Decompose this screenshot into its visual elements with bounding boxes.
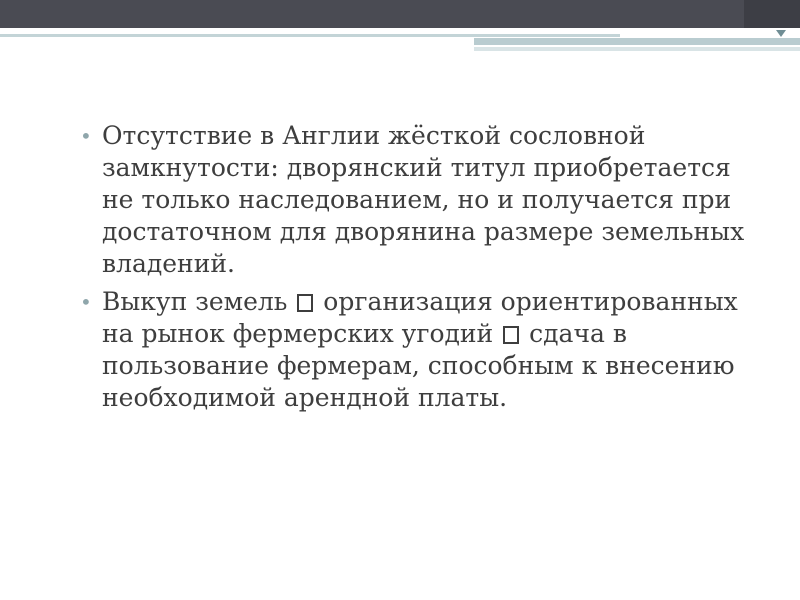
header-bar-cap: [744, 0, 800, 28]
triangle-marker-icon: [776, 30, 786, 37]
bullet-text-2a: Выкуп земель: [102, 287, 288, 316]
bullet-text-2c: сдача в пользование фермерам, способным к внесению необходимой арендной платы.: [102, 319, 735, 412]
bullet-text-1: Отсутствие в Англии жёсткой сословной замкнутости: дворянский титул приобретается не только наследованием, но и получается при достаточном для дворянина размере земельных владений.: [102, 121, 745, 278]
bullet-item-1: [80, 120, 750, 280]
bullet-item-2: [80, 286, 750, 414]
bullet-text-2b: организация ориентированных на рынок фермерских угодий: [102, 287, 738, 348]
box-glyph-icon: [297, 294, 313, 312]
accent-line-thick: [474, 38, 800, 45]
header-bar: [0, 0, 800, 28]
slide-body: [80, 120, 750, 420]
bullet-icon: •: [80, 124, 92, 148]
bullet-icon: •: [80, 290, 92, 314]
box-glyph-icon: [503, 326, 519, 344]
accent-line: [0, 34, 620, 37]
accent-line-thin: [474, 47, 800, 51]
